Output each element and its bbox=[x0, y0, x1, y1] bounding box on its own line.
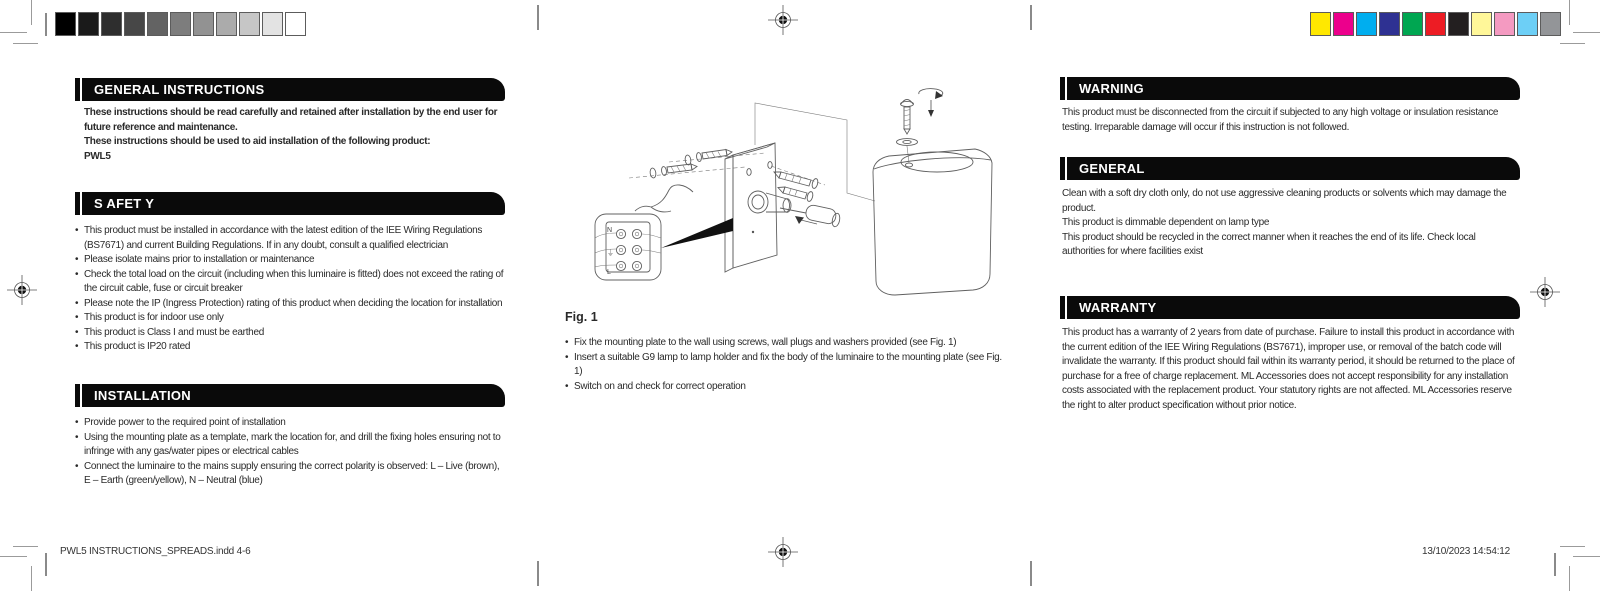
section-title: S AFET Y bbox=[82, 192, 505, 215]
callout-wedge bbox=[661, 218, 733, 248]
calibration-swatch bbox=[1448, 12, 1469, 36]
calibration-swatch bbox=[262, 12, 283, 36]
calibration-swatch bbox=[1402, 12, 1423, 36]
document-slug: PWL5 INSTRUCTIONS_SPREADS.indd 4-6 bbox=[60, 546, 251, 557]
calibration-swatch bbox=[1517, 12, 1538, 36]
section-title: INSTALLATION bbox=[82, 384, 505, 407]
section-header-safety bbox=[75, 192, 505, 215]
document-timestamp: 13/10/2023 14:54:12 bbox=[1422, 546, 1510, 557]
registration-mark-icon bbox=[7, 275, 37, 305]
calibration-swatch bbox=[239, 12, 260, 36]
bullet-item: • Fix the mounting plate to the wall using screws, wall plugs and washers provided (see Fig. 1) bbox=[565, 336, 1005, 351]
bullet-item: • Provide power to the required point of installation bbox=[75, 416, 505, 431]
luminaire-body bbox=[873, 149, 992, 295]
bullet-item: • This product is for indoor use only bbox=[75, 311, 505, 326]
registration-mark-icon bbox=[768, 5, 798, 35]
section-title: GENERAL bbox=[1067, 157, 1520, 180]
crop-mark bbox=[1569, 566, 1570, 591]
section-header-warning bbox=[1060, 77, 1520, 100]
warning-body: This product must be disconnected from the circuit if subjected to any high voltage or insulation resistance testing. Irreparable damage will occur if this instruction is not followed. bbox=[1062, 107, 1499, 133]
bullet-item: • Switch on and check for correct operation bbox=[565, 380, 1005, 395]
supply-cable bbox=[635, 185, 693, 212]
calibration-swatch bbox=[193, 12, 214, 36]
calibration-swatch bbox=[1379, 12, 1400, 36]
registration-mark-icon bbox=[768, 537, 798, 567]
general-line: This product should be recycled in the correct manner when it reaches the end of its life. Check local authorities for where facilities exist bbox=[1062, 231, 1476, 257]
bullet-item: • This product is Class I and must be earthed bbox=[75, 326, 505, 341]
section-title: GENERAL INSTRUCTIONS bbox=[82, 78, 505, 101]
crop-mark bbox=[0, 556, 27, 557]
crop-mark bbox=[1560, 546, 1585, 547]
registration-mark-icon bbox=[1530, 277, 1560, 307]
installation-bullet-list bbox=[75, 416, 505, 489]
intro-paragraph: These instructions should be used to aid installation of the following product: bbox=[84, 136, 431, 147]
calibration-swatch bbox=[147, 12, 168, 36]
panel-figure bbox=[565, 62, 1005, 392]
figure-caption: Fig. 1 bbox=[565, 310, 598, 324]
calibration-swatch bbox=[1471, 12, 1492, 36]
header-accent-strip bbox=[1060, 77, 1065, 100]
general-line: Clean with a soft dry cloth only, do not use aggressive cleaning products or solvents which may damage the product. bbox=[1062, 188, 1507, 214]
crop-mark bbox=[13, 43, 38, 44]
bullet-item: • This product must be installed in accordance with the latest edition of the IEE Wiring Regulations (BS7671) and current Building Regulations. If in any doubt, consult a qualified electrician bbox=[75, 224, 505, 253]
fold-mark bbox=[537, 561, 539, 586]
bullet-item: • Connect the luminaire to the mains supply ensuring the correct polarity is observed: L – Live (brown), E – Earth (green/yellow), N – Neutral (blue) bbox=[75, 460, 505, 489]
rotation-arrow bbox=[919, 89, 943, 117]
header-accent-strip bbox=[1060, 296, 1065, 319]
terminal-block-inset bbox=[595, 214, 733, 280]
crop-mark bbox=[1573, 556, 1600, 557]
panel-warning-general-warranty bbox=[1060, 77, 1520, 437]
bullet-item: • Insert a suitable G9 lamp to lamp holder and fix the body of the luminaire to the mounting plate (see Fig. 1) bbox=[565, 351, 1005, 380]
figure-bullet-list bbox=[565, 336, 1005, 394]
product-code: PWL5 bbox=[84, 150, 111, 162]
calibration-swatch bbox=[1333, 12, 1354, 36]
mounting-plate bbox=[725, 143, 791, 272]
section-title: WARRANTY bbox=[1067, 296, 1520, 319]
crop-mark bbox=[1560, 43, 1585, 44]
bullet-item: • Please note the IP (Ingress Protection) rating of this product when deciding the location for installation bbox=[75, 297, 505, 312]
panel-general-safety-installation bbox=[75, 78, 505, 518]
calibration-swatch bbox=[1425, 12, 1446, 36]
calibration-swatch bbox=[78, 12, 99, 36]
terminal-label-n: N bbox=[607, 227, 613, 234]
section-header-warranty bbox=[1060, 296, 1520, 319]
bullet-item: • Using the mounting plate as a template, mark the location for, and drill the fixing holes ensuring not to infringe with any gas/water pipes or electrical cables bbox=[75, 431, 505, 460]
fold-mark bbox=[1030, 561, 1032, 586]
crop-mark bbox=[31, 566, 32, 591]
terminal-label-earth: ⏚ bbox=[607, 250, 614, 257]
crop-mark bbox=[31, 0, 32, 25]
fold-mark bbox=[537, 5, 539, 30]
bullet-item: • Please isolate mains prior to installation or maintenance bbox=[75, 253, 505, 268]
calibration-swatch bbox=[55, 12, 76, 36]
fold-mark bbox=[1030, 5, 1032, 30]
crop-mark bbox=[0, 32, 27, 33]
warranty-body: This product has a warranty of 2 years from date of purchase. Failure to install this product in accordance with the current edition of the IEE Wiring Regulations (BS7671), improper use, or removal of the batch code will invalidate the warranty. If this product should fail within its warranty period, it should be returned to the place of purchase for a free of charge replacement. ML Accessories does not accept responsibility for any installation costs associated with the replacement product. Your statutory rights are not affected. ML Accessories reserve the right to alter product specification without prior notice. bbox=[1062, 327, 1515, 411]
fold-mark bbox=[45, 553, 47, 576]
header-accent-strip bbox=[75, 78, 80, 101]
calibration-swatch bbox=[1540, 12, 1561, 36]
header-accent-strip bbox=[1060, 157, 1065, 180]
calibration-swatch bbox=[170, 12, 191, 36]
figure-diagram bbox=[565, 62, 1005, 307]
grayscale-calibration-bar bbox=[55, 12, 306, 36]
wall-outline bbox=[755, 103, 875, 201]
calibration-swatch bbox=[124, 12, 145, 36]
bullet-item: • This product is IP20 rated bbox=[75, 340, 505, 355]
section-title: WARNING bbox=[1067, 77, 1520, 100]
header-accent-strip bbox=[75, 192, 80, 215]
mounting-screw-top bbox=[897, 100, 918, 164]
calibration-swatch bbox=[1356, 12, 1377, 36]
general-line: This product is dimmable dependent on lamp type bbox=[1062, 217, 1270, 228]
terminal-label-l: L bbox=[607, 269, 611, 276]
calibration-swatch bbox=[216, 12, 237, 36]
header-accent-strip bbox=[75, 384, 80, 407]
crop-mark bbox=[13, 546, 38, 547]
calibration-swatch bbox=[101, 12, 122, 36]
crop-mark bbox=[1573, 32, 1600, 33]
intro-paragraph: These instructions should be read carefully and retained after installation by the end user for future reference and maintenance. bbox=[84, 107, 498, 133]
calibration-swatch bbox=[285, 12, 306, 36]
color-calibration-bar bbox=[1310, 12, 1561, 36]
crop-mark bbox=[1569, 0, 1570, 25]
bullet-item: • Check the total load on the circuit (including when this luminaire is fitted) does not exceed the rating of the circuit cable, fuse or circuit breaker bbox=[75, 268, 505, 297]
section-header-installation bbox=[75, 384, 505, 407]
section-header-general bbox=[1060, 157, 1520, 180]
calibration-swatch bbox=[1494, 12, 1515, 36]
calibration-swatch bbox=[1310, 12, 1331, 36]
fold-mark bbox=[45, 13, 47, 36]
fold-mark bbox=[1554, 553, 1556, 576]
section-header-general-instructions bbox=[75, 78, 505, 101]
safety-bullet-list bbox=[75, 224, 505, 355]
